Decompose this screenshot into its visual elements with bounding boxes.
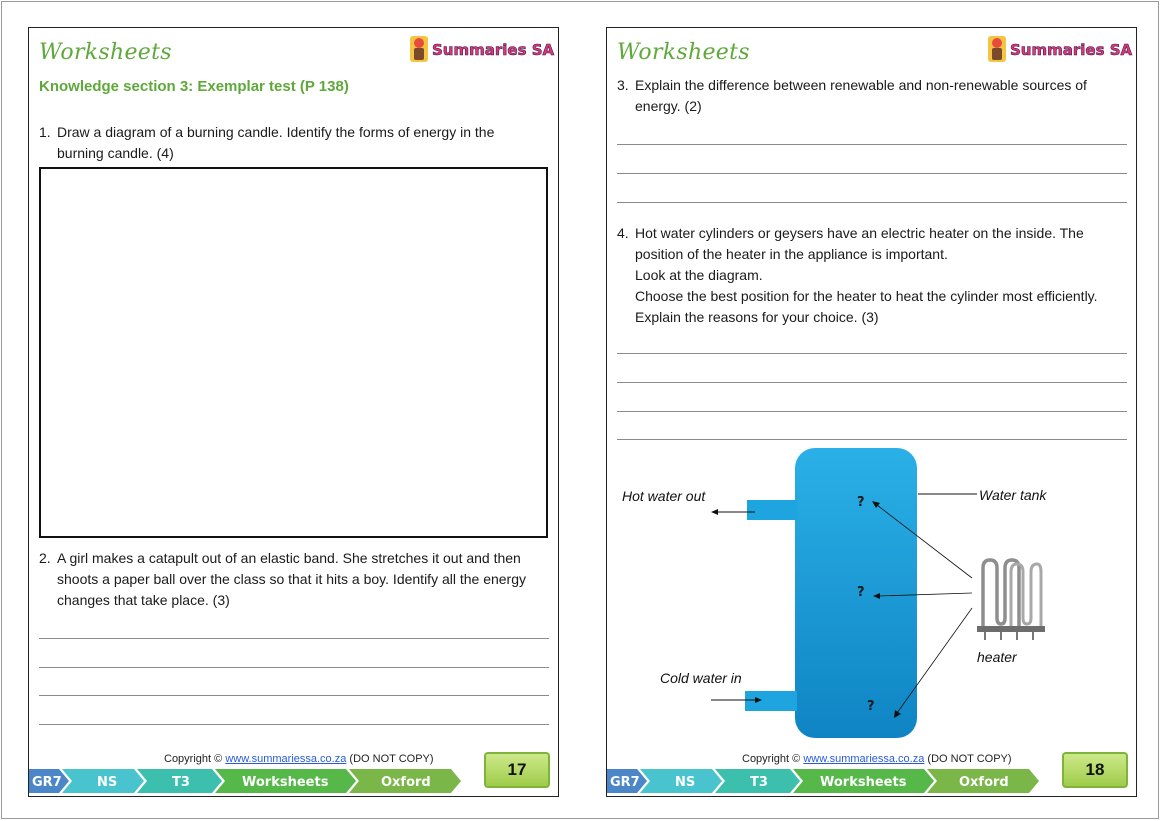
footer-nav-term: T3 (750, 775, 768, 790)
summaries-sa-logo (410, 34, 556, 64)
question-text-line: shoots a paper ball over the class so that it hits a boy. Identify all the energy (57, 571, 527, 587)
question-text-line: Look at the diagram. (635, 267, 763, 283)
svg-text:Summaries SA: Summaries SA (432, 41, 555, 59)
water-tank-label: Water tank (979, 487, 1047, 503)
worksheet-page-18 (606, 27, 1137, 797)
answer-line[interactable] (617, 353, 1127, 354)
page-title: Worksheets (617, 40, 750, 65)
cold-water-in-pipe (745, 691, 797, 711)
copyright-notice: Copyright © www.summariessa.co.za (DO NOT COPY) (164, 753, 434, 765)
question-3 (617, 75, 1087, 117)
summaries-sa-logo (988, 34, 1134, 64)
copyright-notice: Copyright © www.summariessa.co.za (DO NOT COPY) (742, 753, 1012, 765)
question-text-line: A girl makes a catapult out of an elastic band. She stretches it out and then (57, 550, 521, 566)
question-text-line: Draw a diagram of a burning candle. Identify the forms of energy in the (57, 124, 495, 140)
svg-text:Summaries SA: Summaries SA (1010, 41, 1133, 59)
drawing-answer-box[interactable] (39, 167, 548, 538)
question-1 (39, 122, 494, 164)
position-mark-top: ? (857, 495, 865, 510)
answer-line[interactable] (617, 173, 1127, 174)
footer-nav-grade: GR7 (32, 775, 62, 790)
footer-nav-term: T3 (172, 775, 190, 790)
question-4 (617, 223, 1098, 328)
footer-nav-worksheets: Worksheets (242, 775, 329, 790)
footer-nav-publisher: Oxford (959, 775, 1009, 790)
answer-line[interactable] (39, 667, 549, 668)
question-text-line: changes that take place. (3) (57, 592, 230, 608)
question-text-line: Choose the best position for the heater to heat the cylinder most efficiently. (635, 288, 1098, 304)
answer-line[interactable] (617, 382, 1127, 383)
water-cylinder-diagram (607, 438, 1137, 738)
question-text-line: Hot water cylinders or geysers have an electric heater on the inside. The (635, 225, 1084, 241)
hot-water-out-pipe (747, 500, 797, 520)
question-number: 2. (39, 550, 51, 566)
position-mark-bottom: ? (867, 699, 875, 714)
footer-nav-grade: GR7 (610, 775, 640, 790)
answer-line[interactable] (617, 411, 1127, 412)
heater-label: heater (977, 649, 1017, 665)
footer-nav-bar (607, 769, 1047, 793)
heater-element-icon (977, 560, 1045, 640)
document-sheet (1, 1, 1159, 819)
page-title: Worksheets (39, 40, 172, 65)
question-text-line: burning candle. (4) (57, 145, 174, 161)
question-text-line: Explain the difference between renewable and non-renewable sources of (635, 77, 1087, 93)
cold-water-in-label: Cold water in (660, 670, 742, 686)
answer-line[interactable] (617, 144, 1127, 145)
question-number: 4. (617, 225, 629, 241)
question-number: 3. (617, 77, 629, 93)
copyright-link[interactable]: www.summariessa.co.za (803, 753, 925, 765)
footer-nav-bar (29, 769, 469, 793)
question-2 (39, 548, 526, 611)
position-mark-middle: ? (857, 585, 865, 600)
answer-line[interactable] (617, 202, 1127, 203)
water-tank (795, 448, 917, 738)
answer-line[interactable] (39, 638, 549, 639)
hot-water-out-label: Hot water out (622, 488, 706, 504)
question-text-line: energy. (2) (635, 98, 702, 114)
question-text-line: Explain the reasons for your choice. (3) (635, 309, 879, 325)
question-text-line: position of the heater in the appliance is important. (635, 246, 948, 262)
section-title: Knowledge section 3: Exemplar test (P 138) (39, 78, 349, 95)
question-number: 1. (39, 124, 51, 140)
answer-line[interactable] (39, 724, 549, 725)
footer-nav-subject: NS (675, 775, 696, 790)
footer-nav-worksheets: Worksheets (820, 775, 907, 790)
copyright-link[interactable]: www.summariessa.co.za (225, 753, 347, 765)
page-number-badge: 18 (1062, 752, 1128, 788)
worksheet-page-17 (28, 27, 559, 797)
answer-line[interactable] (39, 695, 549, 696)
footer-nav-publisher: Oxford (381, 775, 431, 790)
page-number-badge: 17 (484, 752, 550, 788)
footer-nav-subject: NS (97, 775, 118, 790)
